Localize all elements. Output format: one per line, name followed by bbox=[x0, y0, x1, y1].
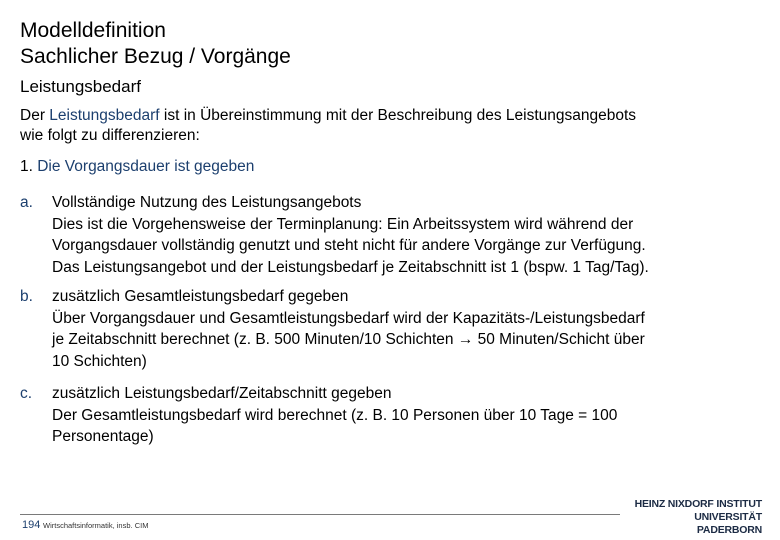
intro-prefix: Der bbox=[20, 107, 50, 124]
item-line: Über Vorgangsdauer und Gesamtleistungsbedarf wird der Kapazitäts-/Leistungsbedarf bbox=[52, 309, 645, 327]
item-letter: b. bbox=[20, 288, 33, 305]
list-item-c bbox=[20, 383, 760, 448]
slide-title bbox=[20, 18, 291, 70]
title-line-2: Sachlicher Bezug / Vorgänge bbox=[20, 45, 291, 68]
item-line: Personentage) bbox=[52, 428, 154, 445]
logo-line-1: HEINZ NIXDORF INSTITUT bbox=[634, 498, 762, 510]
title-line-1: Modelldefinition bbox=[20, 19, 166, 42]
list-item-b bbox=[20, 286, 760, 372]
footer-divider bbox=[20, 514, 620, 515]
item-line: zusätzlich Leistungsbedarf/Zeitabschnitt gegeben bbox=[52, 385, 392, 402]
item-line: zusätzlich Gesamtleistungsbedarf gegeben bbox=[52, 288, 349, 305]
item-line: je Zeitabschnitt berechnet (z. B. 500 Minuten/10 Schichten → 50 Minuten/Schicht über bbox=[52, 331, 645, 348]
item-line: 10 Schichten) bbox=[52, 352, 147, 370]
item-body bbox=[52, 383, 760, 448]
list-item-a bbox=[20, 192, 760, 278]
intro-paragraph bbox=[20, 106, 760, 146]
intro-suffix-line-1: ist in Übereinstimmung mit der Beschreibung des Leistungsangebots bbox=[159, 107, 637, 124]
slide-subtitle: Leistungsbedarf bbox=[20, 77, 141, 96]
item-letter: c. bbox=[20, 385, 33, 402]
item-line: Das Leistungsangebot und der Leistungsbedarf je Zeitabschnitt ist 1 (bspw. 1 Tag/Tag). bbox=[52, 258, 649, 276]
item-letter: a. bbox=[20, 194, 33, 211]
logo-line-2: UNIVERSITÄT PADERBORN bbox=[694, 511, 762, 536]
item-body bbox=[52, 192, 760, 278]
item-line: Der Gesamtleistungsbedarf wird berechnet (z. B. 10 Personen über 10 Tage = 100 bbox=[52, 406, 618, 424]
point-number: 1. bbox=[20, 158, 38, 175]
intro-highlight: Leistungsbedarf bbox=[49, 107, 160, 124]
item-line: Vorgangsdauer vollständig genutzt und steht nicht für andere Vorgänge zur Verfügung. bbox=[52, 237, 646, 254]
intro-suffix-line-2: wie folgt zu differenzieren: bbox=[20, 127, 200, 144]
institute-logo bbox=[628, 498, 762, 537]
item-line: Dies ist die Vorgehensweise der Terminplanung: Ein Arbeitssystem wird während der bbox=[52, 215, 634, 233]
numbered-point-1 bbox=[20, 157, 254, 177]
item-body bbox=[52, 286, 760, 372]
footer-text: Wirtschaftsinformatik, insb. CIM bbox=[43, 521, 149, 530]
item-line: Vollständige Nutzung des Leistungsangebots bbox=[52, 194, 362, 211]
point-text: Die Vorgangsdauer ist gegeben bbox=[37, 158, 255, 175]
page-number: 194 bbox=[22, 519, 41, 531]
